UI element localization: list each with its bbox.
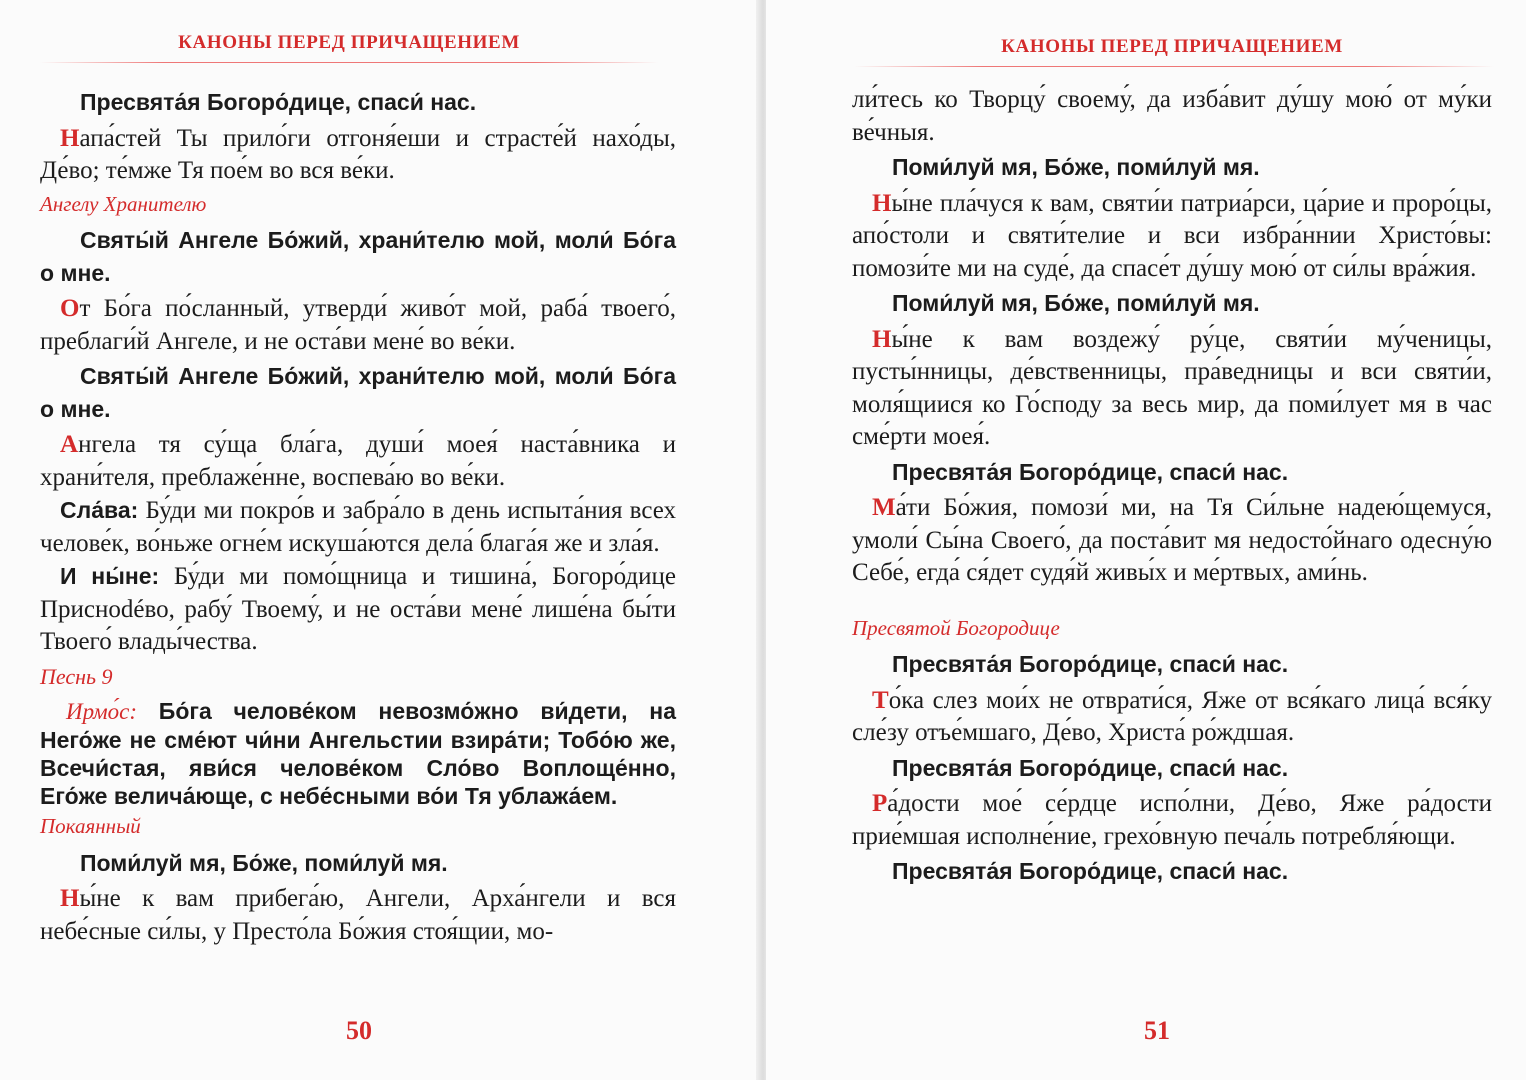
- rubric: Пресвятой Богородице: [852, 615, 1060, 640]
- refrain: Поми́луй мя, Бо́же, поми́луй мя.: [892, 290, 1260, 316]
- refrain: Пресвята́я Богоро́дице, спаси́ нас.: [80, 89, 477, 115]
- refrain: Пресвята́я Богоро́дице, спаси́ нас.: [892, 458, 1289, 485]
- drop-initial: Р: [872, 790, 888, 817]
- refrain: Пресвята́я Богоро́дице, спаси́ нас.: [892, 754, 1289, 781]
- drop-initial: Н: [60, 124, 80, 152]
- running-header: КАНОНЫ ПЕРЕД ПРИЧАЩЕНИЕМ: [178, 32, 520, 53]
- rubric: Покаянный: [40, 814, 141, 838]
- verse-text: т Бо́га по́сланный, утверди́ живо́т мой, раба́ твоего́, преблаги́й Ангеле, и не оста́ви мене́ во ве́ки.: [40, 295, 676, 355]
- right-page-content: [852, 84, 1492, 892]
- refrain: Святы́й Ангеле Бо́жий, храни́телю мой, моли́ Бо́га о мне.: [40, 363, 676, 422]
- drop-initial: А: [60, 431, 79, 458]
- header-rule: [854, 66, 1494, 67]
- verse: [852, 324, 1492, 454]
- page-number: 51: [1144, 1016, 1170, 1045]
- running-header: КАНОНЫ ПЕРЕД ПРИЧАЩЕНИЕМ: [1001, 36, 1343, 57]
- drop-initial: Т: [872, 686, 889, 714]
- verse-text: ы́не пла́чуся к вам, святи́и патриа́рси, ца́рие и проро́цы, апо́столи и святи́телие и вси избра́ннии Христо́вы: помози́те ми на суде́, да спасе́т ду́шу мою́ от си́лы вра́жия.: [852, 189, 1492, 282]
- verse-text: ы́не к вам прибега́ю, Ангели, Арха́нгели и вся небе́сные си́лы, у Престо́ла Бо́жия стоя́щии, мо-: [40, 885, 676, 945]
- irmos: [40, 697, 676, 810]
- left-page-content: [40, 84, 676, 948]
- irmos-label: Ирмо́с:: [66, 699, 138, 724]
- rubric: Ангелу Хранителю: [40, 191, 207, 216]
- drop-initial: М: [872, 494, 896, 521]
- verse-text: а́ти Бо́жия, помози́ ми, на Тя Си́льне надею́щемуся, умоли́ Сы́на Своего́, да поста́вит мя недосто́йнаго одесну́ю Себе́, егда́ ся́дет судя́й живы́х и ме́ртвых, ами́нь.: [852, 494, 1492, 586]
- page-number: 50: [346, 1016, 372, 1045]
- refrain: Пресвята́я Богоро́дице, спаси́ нас.: [892, 651, 1289, 677]
- i-nyne-verse: [40, 560, 676, 659]
- verse: [40, 123, 676, 188]
- verse-text: а́дости мое́ се́рдце испо́лни, Де́во, Яже ра́дости прие́мшая исполне́ние, грехо́вную печа́ль потребля́ющи.: [852, 790, 1492, 850]
- refrain: Пресвята́я Богоро́дице, спаси́ нас.: [892, 858, 1289, 884]
- verse-continuation: ли́тесь ко Творцу́ своему́, да изба́вит ду́шу мою́ от му́ки ве́чныя.: [852, 86, 1492, 146]
- refrain: Поми́луй мя, Бо́же, поми́луй мя.: [80, 849, 448, 876]
- right-page: [766, 0, 1526, 1080]
- verse: [852, 188, 1492, 286]
- verse-text: о́ка слез мои́х не отврати́ся, Яже от вся́каго лица́ вся́ку сле́зу отъе́мшаго, Де́во, Христа́ ро́ждшая.: [852, 686, 1492, 746]
- refrain: Поми́луй мя, Бо́же, поми́луй мя.: [892, 154, 1260, 180]
- drop-initial: Н: [872, 325, 892, 353]
- slava-label: Сла́ва:: [60, 497, 139, 523]
- irmos-text: Бо́га челове́ком невозмо́жно ви́дети, на Него́же не сме́ют чи́ни Ангельстии взира́ти; Тобо́ю же, Всечи́стая, яви́ся челове́ком Сло́во Воплоще́нно, Его́же велича́юще, с небе́сными во́и Тя ублажа́ем.: [40, 698, 676, 809]
- drop-initial: Н: [60, 885, 80, 912]
- i-nyne-label: И ны́не:: [60, 563, 160, 589]
- verse: [852, 788, 1492, 853]
- verse: [40, 429, 676, 494]
- drop-initial: О: [60, 295, 80, 322]
- verse-text: Бу́ди ми помо́щница и тишина́, Богоро́дице Приснodéво, рабу́ Твоему́, и не оста́ви мене́ лише́на бы́ти Твоего́ влады́чества.: [40, 563, 676, 655]
- ode-heading: Песнь 9: [40, 663, 113, 689]
- verse-text: Бу́ди ми покро́в и забра́ло в день испыта́ния всех челове́к, во́ньже огне́м искуша́ются дела́ блага́я же и зла́я.: [40, 497, 676, 557]
- section-spacer: [852, 590, 1492, 612]
- verse: [852, 685, 1492, 750]
- verse-text: нгела тя су́ща бла́га, души́ моея́ наста́вника и храни́теля, преблаже́нне, воспева́ю во ве́ки.: [40, 431, 676, 491]
- header-rule: [40, 62, 658, 63]
- refrain: Святы́й Ангеле Бо́жий, храни́телю мой, моли́ Бо́га о мне.: [40, 227, 676, 286]
- verse: [40, 883, 676, 948]
- verse: [852, 492, 1492, 590]
- verse-text: ы́не к вам воздежу́ ру́це, святи́и му́ченицы, пусты́нницы, де́вственницы, пра́ведницы и вси святи́и, моля́щиися ко Го́споду за весь мир, да поми́лует мя в час сме́рти моея́.: [852, 325, 1492, 450]
- slava-verse: [40, 494, 676, 560]
- verse-text: апа́стей Ты прило́ги отгоня́еши и страсте́й нахо́ды, Де́во; те́мже Тя пое́м во вся ве́ки.: [40, 124, 676, 184]
- left-page: [0, 0, 760, 1080]
- drop-initial: Н: [872, 189, 892, 217]
- verse: [40, 293, 676, 358]
